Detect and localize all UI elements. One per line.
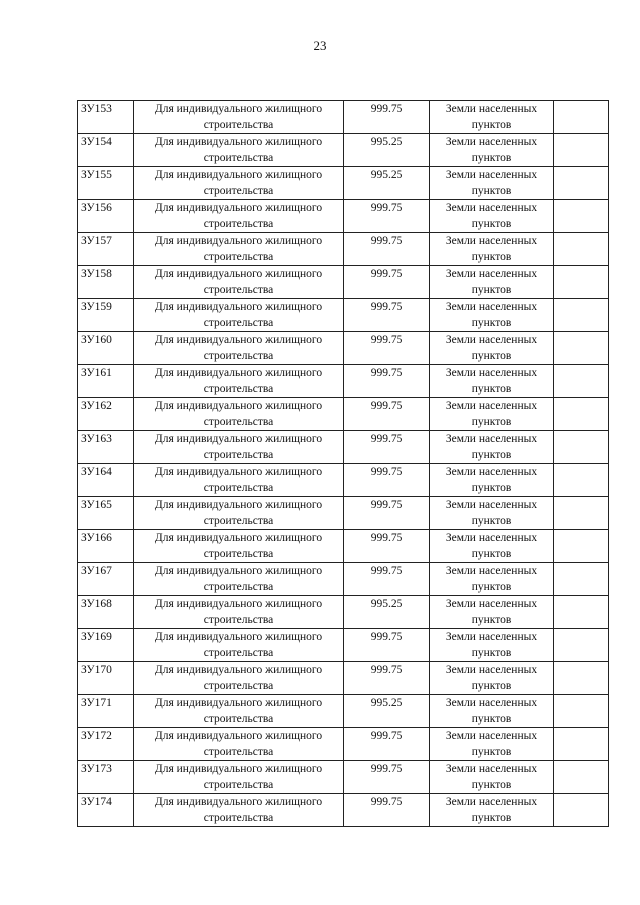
plot-id: ЗУ160 [81, 334, 112, 346]
permitted-use-cell [134, 266, 344, 299]
plot-id: ЗУ167 [81, 565, 112, 577]
plot-id: ЗУ171 [81, 697, 112, 709]
land-category-line2: пунктов [471, 284, 512, 296]
land-category-line2: пунктов [471, 416, 512, 428]
permitted-use-line1: Для индивидуального жилищного [154, 400, 323, 412]
plot-id: ЗУ156 [81, 202, 112, 214]
area-value: 999.75 [370, 499, 403, 511]
note-cell [554, 761, 609, 794]
land-category-line2: пунктов [471, 152, 512, 164]
area-cell [344, 200, 430, 233]
land-category-line2: пунктов [471, 218, 512, 230]
plot-id: ЗУ162 [81, 400, 112, 412]
permitted-use-line2: строительства [203, 317, 274, 329]
plot-id: ЗУ159 [81, 301, 112, 313]
table-row [78, 761, 609, 794]
permitted-use-cell [134, 695, 344, 728]
permitted-use-cell [134, 134, 344, 167]
plot-id-cell [78, 662, 134, 695]
plot-id: ЗУ172 [81, 730, 112, 742]
land-category-line2: пунктов [471, 746, 512, 758]
permitted-use-line2: строительства [203, 350, 274, 362]
area-value: 999.75 [370, 730, 403, 742]
land-category-line2: пунктов [471, 713, 512, 725]
permitted-use-line1: Для индивидуального жилищного [154, 796, 323, 808]
land-category-line2: пунктов [471, 515, 512, 527]
permitted-use-line2: строительства [203, 581, 274, 593]
land-plots-table [77, 100, 609, 827]
plot-id-cell [78, 530, 134, 563]
land-category-line1: Земли населенных [445, 400, 538, 412]
permitted-use-cell [134, 398, 344, 431]
land-category-line1: Земли населенных [445, 136, 538, 148]
land-category-line1: Земли населенных [445, 367, 538, 379]
note-cell [554, 431, 609, 464]
area-cell [344, 530, 430, 563]
area-value: 999.75 [370, 532, 403, 544]
permitted-use-line2: строительства [203, 713, 274, 725]
area-value: 999.75 [370, 466, 403, 478]
note-cell [554, 794, 609, 827]
permitted-use-line1: Для индивидуального жилищного [154, 169, 323, 181]
permitted-use-line1: Для индивидуального жилищного [154, 466, 323, 478]
note-cell [554, 299, 609, 332]
permitted-use-line2: строительства [203, 482, 274, 494]
land-category-cell [430, 200, 554, 233]
land-category-line2: пунктов [471, 779, 512, 791]
land-category-line1: Земли населенных [445, 730, 538, 742]
table-row [78, 299, 609, 332]
permitted-use-cell [134, 761, 344, 794]
area-value: 999.75 [370, 334, 403, 346]
plot-id: ЗУ153 [81, 103, 112, 115]
land-category-line1: Земли населенных [445, 763, 538, 775]
plot-id: ЗУ164 [81, 466, 112, 478]
plot-id-cell [78, 728, 134, 761]
land-category-line2: пунктов [471, 548, 512, 560]
land-category-line2: пунктов [471, 185, 512, 197]
land-category-line1: Земли населенных [445, 499, 538, 511]
plot-id-cell [78, 794, 134, 827]
permitted-use-cell [134, 365, 344, 398]
permitted-use-cell [134, 464, 344, 497]
permitted-use-cell [134, 563, 344, 596]
note-cell [554, 530, 609, 563]
table-row [78, 728, 609, 761]
plot-id-cell [78, 695, 134, 728]
area-cell [344, 794, 430, 827]
note-cell [554, 167, 609, 200]
plot-id: ЗУ168 [81, 598, 112, 610]
table-row [78, 464, 609, 497]
area-cell [344, 167, 430, 200]
land-category-line1: Земли населенных [445, 433, 538, 445]
permitted-use-line2: строительства [203, 812, 274, 824]
land-category-cell [430, 761, 554, 794]
land-category-line1: Земли населенных [445, 268, 538, 280]
area-cell [344, 563, 430, 596]
plot-id: ЗУ165 [81, 499, 112, 511]
land-category-line2: пунктов [471, 680, 512, 692]
land-category-line2: пунктов [471, 482, 512, 494]
land-category-line1: Земли населенных [445, 202, 538, 214]
area-value: 999.75 [370, 268, 403, 280]
note-cell [554, 200, 609, 233]
permitted-use-cell [134, 596, 344, 629]
area-cell [344, 464, 430, 497]
note-cell [554, 497, 609, 530]
note-cell [554, 266, 609, 299]
permitted-use-line2: строительства [203, 548, 274, 560]
plot-id: ЗУ154 [81, 136, 112, 148]
area-cell [344, 299, 430, 332]
area-value: 999.75 [370, 664, 403, 676]
plot-id: ЗУ157 [81, 235, 112, 247]
land-category-cell [430, 464, 554, 497]
plot-id: ЗУ161 [81, 367, 112, 379]
permitted-use-cell [134, 728, 344, 761]
page-number: 23 [313, 38, 327, 53]
permitted-use-cell [134, 200, 344, 233]
land-category-line1: Земли населенных [445, 532, 538, 544]
plot-id: ЗУ173 [81, 763, 112, 775]
permitted-use-line2: строительства [203, 185, 274, 197]
plot-id-cell [78, 431, 134, 464]
land-category-line2: пунктов [471, 614, 512, 626]
permitted-use-cell [134, 662, 344, 695]
permitted-use-line1: Для индивидуального жилищного [154, 433, 323, 445]
note-cell [554, 101, 609, 134]
table-row [78, 266, 609, 299]
note-cell [554, 563, 609, 596]
area-value: 995.25 [370, 598, 403, 610]
land-category-cell [430, 233, 554, 266]
note-cell [554, 464, 609, 497]
area-cell [344, 266, 430, 299]
land-category-line2: пунктов [471, 350, 512, 362]
land-category-line1: Земли населенных [445, 235, 538, 247]
plot-id: ЗУ163 [81, 433, 112, 445]
permitted-use-line1: Для индивидуального жилищного [154, 268, 323, 280]
land-category-cell [430, 563, 554, 596]
area-cell [344, 233, 430, 266]
table-body [78, 101, 609, 827]
permitted-use-line2: строительства [203, 416, 274, 428]
land-category-line1: Земли населенных [445, 169, 538, 181]
table-row [78, 431, 609, 464]
permitted-use-line1: Для индивидуального жилищного [154, 499, 323, 511]
plot-id: ЗУ158 [81, 268, 112, 280]
area-value: 999.75 [370, 565, 403, 577]
table-row [78, 563, 609, 596]
area-value: 999.75 [370, 796, 403, 808]
permitted-use-line2: строительства [203, 119, 274, 131]
land-category-line1: Земли населенных [445, 103, 538, 115]
permitted-use-cell [134, 530, 344, 563]
note-cell [554, 596, 609, 629]
permitted-use-line1: Для индивидуального жилищного [154, 136, 323, 148]
table-row [78, 134, 609, 167]
table-row [78, 629, 609, 662]
note-cell [554, 662, 609, 695]
plot-id-cell [78, 299, 134, 332]
area-value: 995.25 [370, 697, 403, 709]
permitted-use-line2: строительства [203, 680, 274, 692]
permitted-use-cell [134, 299, 344, 332]
note-cell [554, 233, 609, 266]
permitted-use-cell [134, 167, 344, 200]
land-category-cell [430, 134, 554, 167]
note-cell [554, 365, 609, 398]
land-category-line2: пунктов [471, 581, 512, 593]
plot-id-cell [78, 365, 134, 398]
area-cell [344, 728, 430, 761]
table-row [78, 233, 609, 266]
plot-id: ЗУ170 [81, 664, 112, 676]
note-cell [554, 728, 609, 761]
area-value: 995.25 [370, 136, 403, 148]
permitted-use-cell [134, 233, 344, 266]
area-cell [344, 398, 430, 431]
area-cell [344, 662, 430, 695]
permitted-use-cell [134, 431, 344, 464]
plot-id-cell [78, 266, 134, 299]
table-row [78, 365, 609, 398]
permitted-use-line1: Для индивидуального жилищного [154, 598, 323, 610]
table-row [78, 695, 609, 728]
note-cell [554, 398, 609, 431]
land-category-cell [430, 530, 554, 563]
plot-id-cell [78, 563, 134, 596]
area-value: 999.75 [370, 202, 403, 214]
area-cell [344, 332, 430, 365]
land-category-line1: Земли населенных [445, 697, 538, 709]
plot-id: ЗУ169 [81, 631, 112, 643]
permitted-use-line2: строительства [203, 614, 274, 626]
permitted-use-line1: Для индивидуального жилищного [154, 334, 323, 346]
table-row [78, 200, 609, 233]
area-cell [344, 596, 430, 629]
permitted-use-line2: строительства [203, 449, 274, 461]
plot-id-cell [78, 497, 134, 530]
area-value: 999.75 [370, 103, 403, 115]
table-row [78, 530, 609, 563]
land-category-line2: пунктов [471, 449, 512, 461]
land-category-line2: пунктов [471, 119, 512, 131]
land-category-cell [430, 497, 554, 530]
plot-id-cell [78, 596, 134, 629]
plot-id-cell [78, 101, 134, 134]
area-value: 995.25 [370, 169, 403, 181]
permitted-use-line1: Для индивидуального жилищного [154, 103, 323, 115]
land-category-cell [430, 794, 554, 827]
plot-id-cell [78, 332, 134, 365]
land-category-line1: Земли населенных [445, 565, 538, 577]
permitted-use-line1: Для индивидуального жилищного [154, 367, 323, 379]
permitted-use-line1: Для индивидуального жилищного [154, 664, 323, 676]
table-row [78, 398, 609, 431]
land-category-cell [430, 365, 554, 398]
land-category-cell [430, 629, 554, 662]
land-category-line1: Земли населенных [445, 334, 538, 346]
permitted-use-line2: строительства [203, 647, 274, 659]
permitted-use-line2: строительства [203, 152, 274, 164]
area-cell [344, 431, 430, 464]
land-category-cell [430, 596, 554, 629]
land-category-line2: пунктов [471, 251, 512, 263]
land-category-cell [430, 728, 554, 761]
area-cell [344, 101, 430, 134]
permitted-use-line1: Для индивидуального жилищного [154, 565, 323, 577]
note-cell [554, 695, 609, 728]
table-row [78, 332, 609, 365]
land-category-line1: Земли населенных [445, 631, 538, 643]
permitted-use-cell [134, 629, 344, 662]
area-value: 999.75 [370, 301, 403, 313]
permitted-use-line2: строительства [203, 251, 274, 263]
land-category-line2: пунктов [471, 383, 512, 395]
permitted-use-line1: Для индивидуального жилищного [154, 763, 323, 775]
permitted-use-line2: строительства [203, 218, 274, 230]
area-cell [344, 629, 430, 662]
plot-id-cell [78, 398, 134, 431]
area-value: 999.75 [370, 400, 403, 412]
permitted-use-line2: строительства [203, 779, 274, 791]
land-category-line1: Земли населенных [445, 301, 538, 313]
plot-id-cell [78, 200, 134, 233]
table-row [78, 101, 609, 134]
land-category-cell [430, 167, 554, 200]
permitted-use-cell [134, 794, 344, 827]
table-row [78, 662, 609, 695]
land-category-cell [430, 431, 554, 464]
permitted-use-line1: Для индивидуального жилищного [154, 697, 323, 709]
plot-id-cell [78, 464, 134, 497]
plot-id: ЗУ166 [81, 532, 112, 544]
area-value: 999.75 [370, 235, 403, 247]
land-category-line1: Земли населенных [445, 466, 538, 478]
permitted-use-cell [134, 332, 344, 365]
note-cell [554, 134, 609, 167]
permitted-use-line2: строительства [203, 383, 274, 395]
plot-id-cell [78, 134, 134, 167]
land-category-line1: Земли населенных [445, 598, 538, 610]
plot-id-cell [78, 233, 134, 266]
area-cell [344, 134, 430, 167]
table-row [78, 794, 609, 827]
land-category-line1: Земли населенных [445, 796, 538, 808]
permitted-use-line1: Для индивидуального жилищного [154, 301, 323, 313]
plot-id-cell [78, 761, 134, 794]
table-row [78, 497, 609, 530]
land-category-cell [430, 266, 554, 299]
area-cell [344, 761, 430, 794]
permitted-use-line1: Для индивидуального жилищного [154, 631, 323, 643]
area-cell [344, 365, 430, 398]
area-cell [344, 497, 430, 530]
permitted-use-line1: Для индивидуального жилищного [154, 532, 323, 544]
plot-id-cell [78, 629, 134, 662]
land-category-cell [430, 101, 554, 134]
area-value: 999.75 [370, 367, 403, 379]
land-category-line2: пунктов [471, 647, 512, 659]
land-category-cell [430, 398, 554, 431]
permitted-use-cell [134, 497, 344, 530]
plot-id-cell [78, 167, 134, 200]
permitted-use-line1: Для индивидуального жилищного [154, 235, 323, 247]
area-value: 999.75 [370, 631, 403, 643]
plot-id: ЗУ155 [81, 169, 112, 181]
permitted-use-line2: строительства [203, 515, 274, 527]
land-category-line2: пунктов [471, 317, 512, 329]
land-category-line1: Земли населенных [445, 664, 538, 676]
plot-id: ЗУ174 [81, 796, 112, 808]
land-category-cell [430, 332, 554, 365]
area-value: 999.75 [370, 763, 403, 775]
table-row [78, 596, 609, 629]
note-cell [554, 629, 609, 662]
permitted-use-cell [134, 101, 344, 134]
permitted-use-line1: Для индивидуального жилищного [154, 730, 323, 742]
permitted-use-line1: Для индивидуального жилищного [154, 202, 323, 214]
area-cell [344, 695, 430, 728]
land-category-cell [430, 662, 554, 695]
land-category-cell [430, 695, 554, 728]
table-row [78, 167, 609, 200]
land-category-line2: пунктов [471, 812, 512, 824]
note-cell [554, 332, 609, 365]
land-category-cell [430, 299, 554, 332]
permitted-use-line2: строительства [203, 284, 274, 296]
area-value: 999.75 [370, 433, 403, 445]
permitted-use-line2: строительства [203, 746, 274, 758]
